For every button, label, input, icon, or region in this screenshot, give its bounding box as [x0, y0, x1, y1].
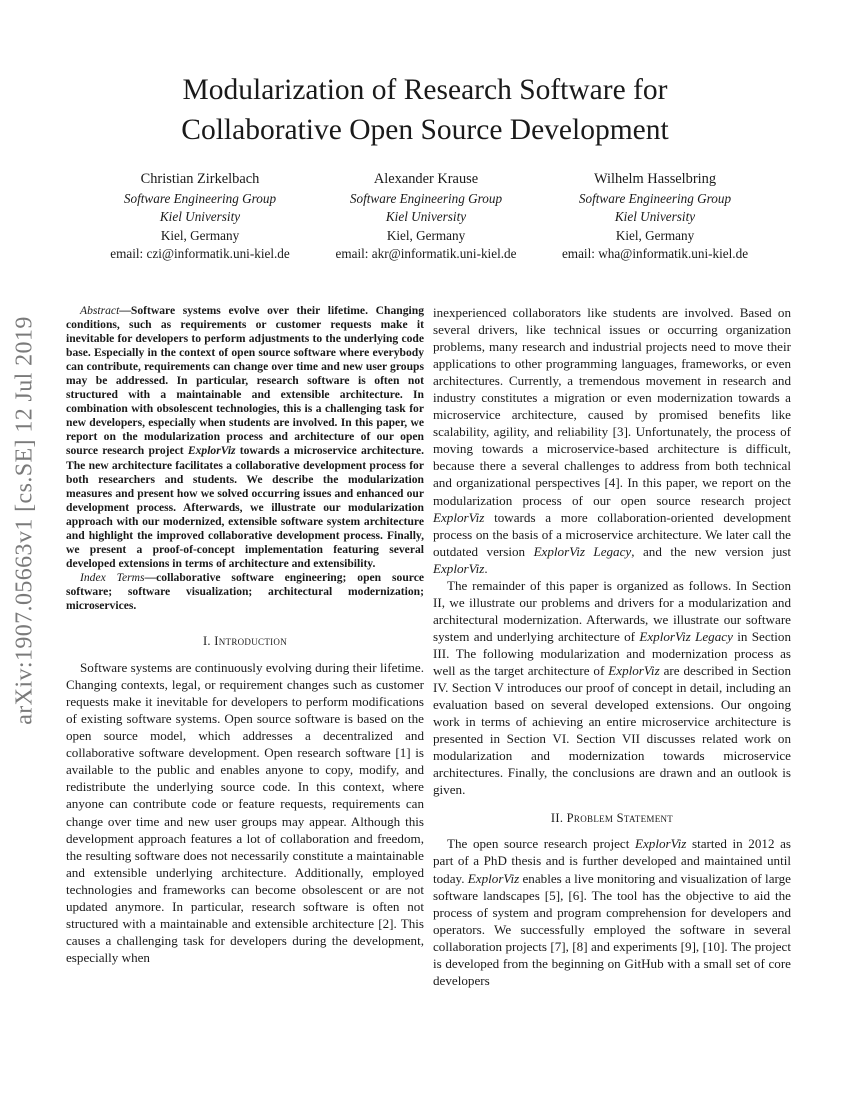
abstract [66, 304, 424, 613]
title-line-2: Collaborative Open Source Development [181, 114, 669, 146]
abstract-label: Abstract [80, 304, 120, 317]
author-name: Christian Zirkelbach [140, 171, 260, 187]
left-column [66, 304, 424, 966]
body-paragraph: The open source research project ExplorViz started in 2012 as part of a PhD thesis and is further developed and maintained until today. ExplorViz enables a live monitoring and visualization of large software landscapes [5], [6]. The tool has the objective to aid the process of system and program comprehension for developers and operators. We successfully employed the software in several collaboration projects [7], [8] and experiments [9], [10]. The project is developed from the beginning on GitHub with a small set of core developers [433, 836, 791, 988]
index-terms-label: Index Terms [80, 570, 145, 584]
author-email: email: czi@informatik.uni-kiel.de [110, 246, 290, 262]
author-location: Kiel, Germany [615, 227, 695, 243]
author-location: Kiel, Germany [160, 227, 240, 243]
author-group: Software Engineering Group [123, 190, 277, 206]
section-heading-problem-statement: II. Problem Statement [550, 811, 674, 826]
author-2 [306, 170, 546, 264]
author-university: Kiel University [159, 209, 241, 225]
intro-paragraph: Software systems are continuously evolving during their lifetime. Changing contexts, legal, or requirement changes such as customer requests make it inevitable for developers to perform modifications of existing software systems. Open source software is based on the open source model, which addresses a decentralized and collaborative software development. Open research software [1] is available to the public and enables anyone to copy, modify, and redistribute the underlying source code. In this context, where anyone can contribute code or feature requests, requirements can change over time and new user groups may appear. Although this development approach features a lot of collaboration and freedom, the resulting software does not necessarily constitute a maintainable and extensible underlying architecture. Additionally, employed technologies and frameworks can become obsolescent or are not updated anymore. In particular, research software is often not structured with a maintainable and extensible architecture [2]. This causes a challenging task for developers during the development, especially when [66, 660, 424, 965]
author-1 [80, 170, 320, 264]
paper-title [90, 70, 760, 150]
author-group: Software Engineering Group [578, 190, 732, 206]
index-terms: Index Terms—collaborative software engineering; open source software; software visualization; architectural modernization; microservices. [66, 570, 424, 612]
author-name: Alexander Krause [373, 171, 479, 187]
body-paragraph: The remainder of this paper is organized as follows. In Section II, we illustrate our problems and drivers for a modularization and architectural modernization. Afterwards, we illustrate our software system and underlying architecture of ExplorViz Legacy in Section III. The following modularization and modernization process as well as the target architecture of ExplorViz are described in Section IV. Section V introduces our proof of concept in detail, including an evaluation based on several developed extensions. Our ongoing work in terms of achieving an entire microservice architecture is presented in Section VI. Section VII discusses related work on modularization and modernization towards microservice architectures. Finally, the conclusions are drawn and an outlook is given. [433, 577, 792, 798]
body-paragraph: inexperienced collaborators like students are involved. Based on several drivers, like technical issues or occurring organization problems, many research and industrial projects need to move their applications to other programming languages, frameworks, or even architectures. Currently, a tremendous movement in research and industry constitutes a migration or even modernization towards a microservice architecture, caused by promised benefits like scalability, agility, and reliability [3]. Unfortunately, the process of moving towards a microservice-based architecture is difficult, because there a several challenges to address from both technical and organizational perspectives [4]. In this paper, we report on the modularization process of our open source research project ExplorViz towards a more collaboration-oriented development process on the basis of a microservice architecture. We later call the outdated version ExplorViz Legacy, and the new version just ExplorViz. [433, 305, 791, 576]
author-group: Software Engineering Group [349, 190, 503, 206]
right-column [433, 304, 791, 989]
author-email: email: akr@informatik.uni-kiel.de [335, 246, 517, 262]
abstract-paragraph: Abstract—Software systems evolve over their lifetime. Changing conditions, such as requirements or customer requests make it inevitable for developers to perform adjustments to the underlying code base. Especially in the context of open source software where everybody can contribute, requirements can change over time and new user groups may be addressed. In particular, research software is often not structured with a maintainable and extensible architecture. In combination with obsolescent technologies, this is a challenging task for new developers, especially when students are involved. In this paper, we report on the modularization process and architecture of our open source research project ExplorViz towards a microservice architecture. The new architecture facilitates a collaborative development process for both researchers and students. We describe the modularization measures and present how we solved occurring issues and enhanced our development process. Afterwards, we illustrate our modularization approach with our modernized, extensible software system architecture and highlight the improved collaborative development process. Finally, we present a proof-of-concept implementation featuring several developed extensions in terms of architecture and extensibility. [66, 304, 424, 570]
author-name: Wilhelm Hasselbring [593, 171, 717, 187]
title-line-1: Modularization of Research Software for [182, 74, 668, 106]
author-3 [535, 170, 775, 264]
section-heading-introduction: I. Introduction [202, 634, 288, 649]
author-university: Kiel University [385, 209, 467, 225]
author-email: email: wha@informatik.uni-kiel.de [561, 246, 749, 262]
author-location: Kiel, Germany [386, 227, 466, 243]
author-university: Kiel University [614, 209, 696, 225]
arxiv-identifier: arXiv:1907.05663v1 [cs.SE] 12 Jul 2019 [11, 316, 38, 725]
